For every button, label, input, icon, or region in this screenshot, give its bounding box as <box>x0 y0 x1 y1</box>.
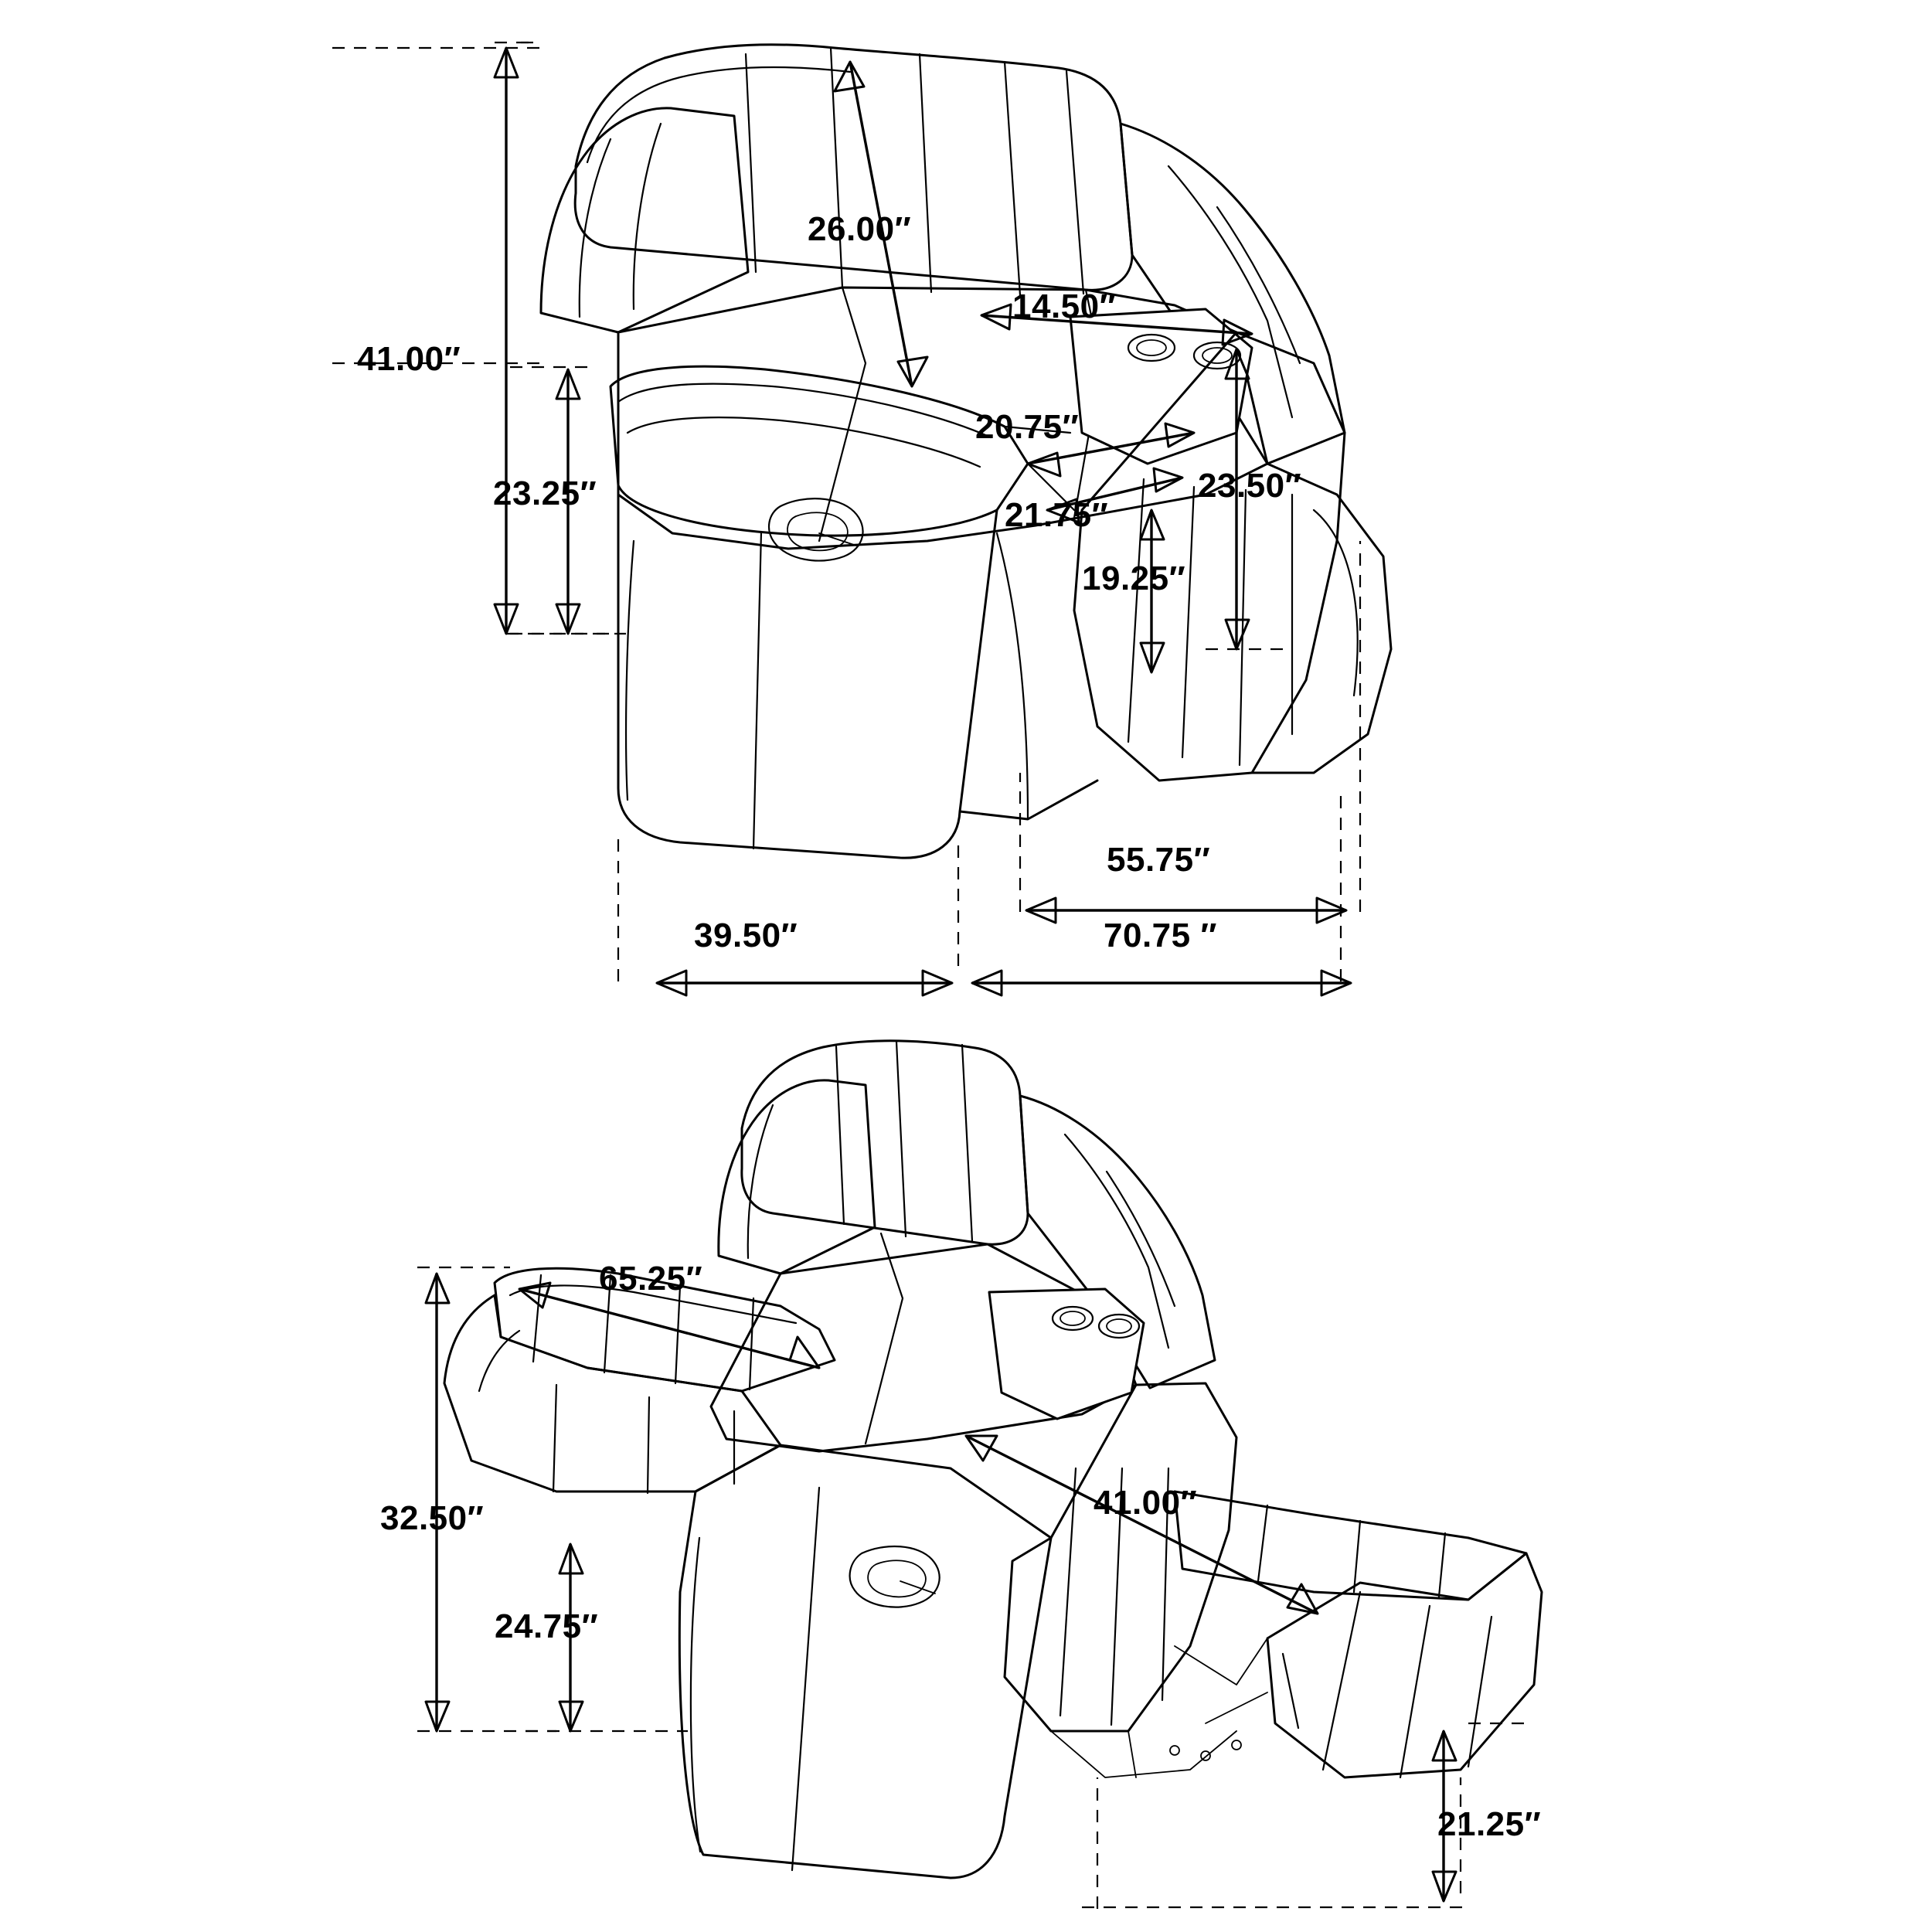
dim-console-width: 14.50″ <box>1012 287 1117 325</box>
recline-handle-reclined <box>850 1546 940 1607</box>
dim-reclined-length: 65.25″ <box>599 1260 703 1298</box>
dim-seat-depth: 20.75″ <box>975 408 1080 446</box>
dim-seat-width: 21.75″ <box>1005 496 1109 534</box>
reclined-sofa-drawing <box>444 1041 1542 1878</box>
upright-sofa-drawing <box>541 45 1391 858</box>
dim-reclined-seat-height: 24.75″ <box>495 1607 599 1645</box>
dim-reclined-depth: 41.00″ <box>1094 1484 1198 1522</box>
dim-overall-depth: 39.50″ <box>694 917 798 954</box>
recline-handle-upright <box>769 498 863 560</box>
dim-footrest-height: 21.25″ <box>1437 1805 1542 1843</box>
dim-arm-height: 23.50″ <box>1198 467 1302 505</box>
dim-reclined-height: 32.50″ <box>380 1499 485 1537</box>
dim-overall-height: 41.00″ <box>357 340 461 378</box>
dim-seat-cushion-height: 19.25″ <box>1082 560 1186 597</box>
dim-inside-width: 55.75″ <box>1107 841 1211 879</box>
reclined-dimension-lines <box>417 1267 1530 1909</box>
dim-overall-width: 70.75 ″ <box>1104 917 1217 954</box>
dim-seat-back-height: 26.00″ <box>808 210 912 248</box>
dim-seat-height: 23.25″ <box>493 474 597 512</box>
